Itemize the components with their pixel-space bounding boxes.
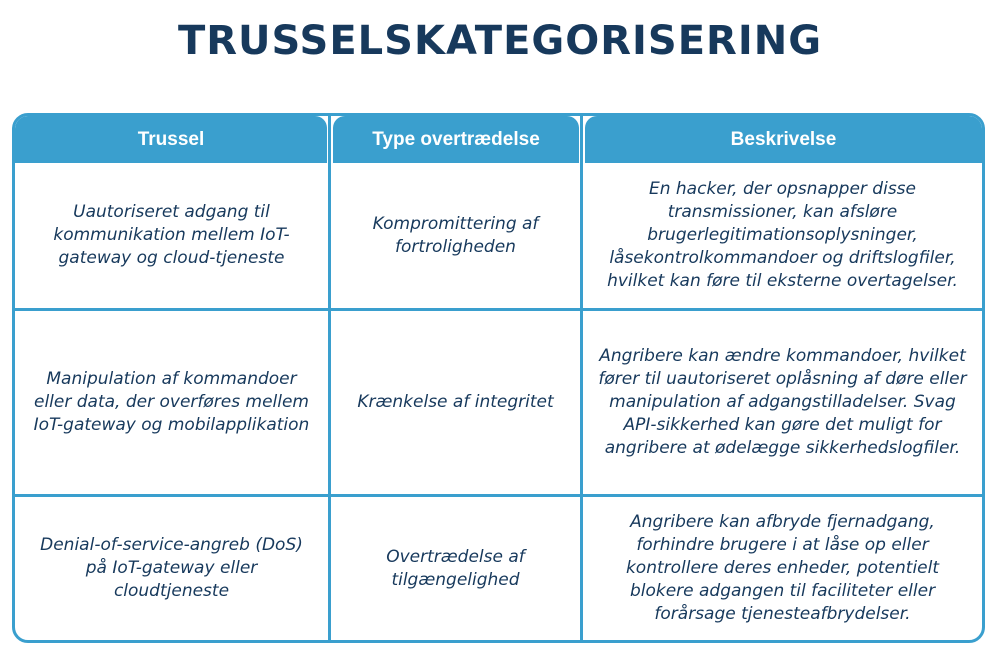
page-title: TRUSSELSKATEGORISERING bbox=[177, 18, 823, 64]
header-violation-type: Type overtrædelse bbox=[333, 116, 579, 163]
row-1-type: Kompromittering af fortroligheden bbox=[372, 213, 539, 257]
row-1-description: En hacker, der opsnapper disse transmissioner, kan afsløre brugerlegitimationsoplysninger, låsekontrolkommandoer og driftslogfiler, hvilket kan føre til eksterne overtagelser. bbox=[607, 179, 958, 291]
row-2-description: Angribere kan ændre kommandoer, hvilket fører til uautoriseret oplåsning af døre eller manipulation af adgangstilladelser. Svag API-sikkerhed kan gøre det muligt for angribere at ødelægge sikkerhedslogfiler. bbox=[598, 346, 967, 458]
header-description: Beskrivelse bbox=[585, 116, 982, 163]
threat-table bbox=[12, 113, 985, 643]
row-3-type: Overtrædelse af tilgængelighed bbox=[386, 546, 525, 590]
row-3-description: Angribere kan afbryde fjernadgang, forhindre brugere i at låse op eller kontrollere deres enheder, potentielt blokere adgangen til faciliteter eller forårsage tjenesteafbrydelser. bbox=[625, 512, 940, 624]
table-header bbox=[15, 116, 982, 163]
header-threat: Trussel bbox=[15, 116, 327, 163]
row-1-threat: Uautoriseret adgang til kommunikation mellem IoT-gateway og cloud-tjeneste bbox=[53, 202, 290, 268]
row-3-threat: Denial-of-service-angreb (DoS) på IoT-gateway eller cloudtjeneste bbox=[40, 535, 303, 601]
row-2-threat: Manipulation af kommandoer eller data, der overføres mellem IoT-gateway og mobilapplikation bbox=[33, 369, 310, 435]
row-2-type: Krænkelse af integritet bbox=[357, 392, 554, 412]
